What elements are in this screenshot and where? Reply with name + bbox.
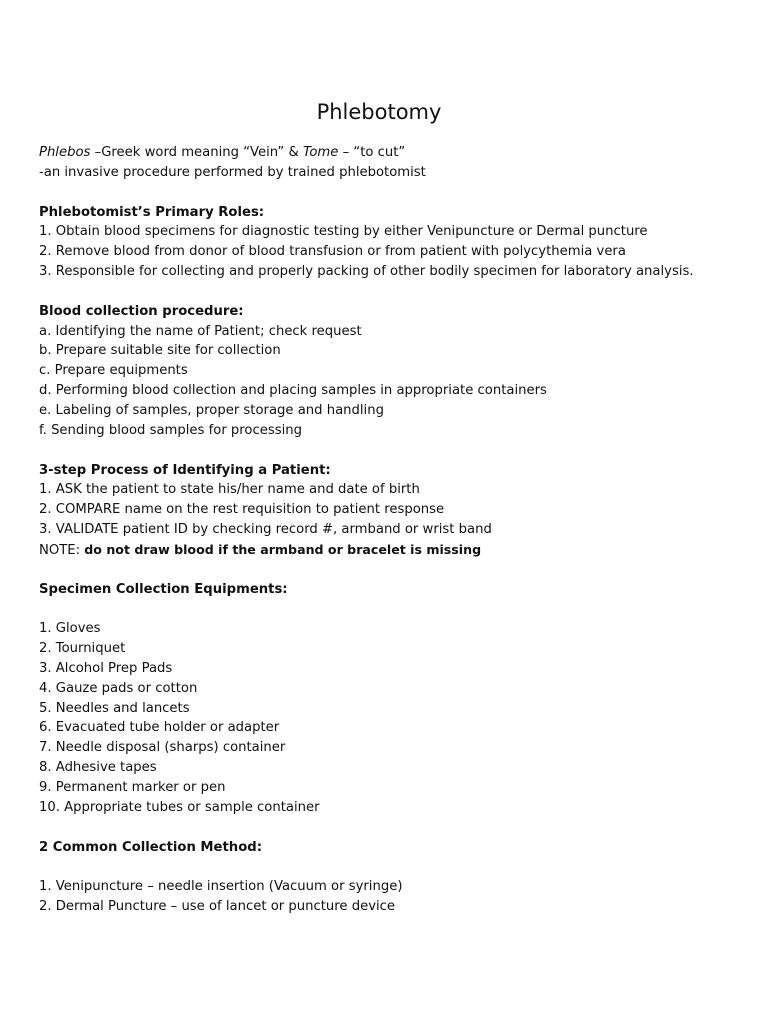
intro-definition	[39, 143, 739, 163]
equipment-item: 6. Evacuated tube holder or adapter	[39, 720, 280, 736]
spacer	[39, 818, 739, 838]
spacer	[39, 857, 739, 877]
procedure-item: c. Prepare equipments	[39, 363, 188, 379]
procedure-item: a. Identifying the name of Patient; check request	[39, 323, 362, 339]
spacer	[39, 183, 739, 203]
methods-item: 2. Dermal Puncture – use of lancet or puncture device	[39, 899, 396, 915]
intro-term-phlebos: Phlebos	[39, 145, 91, 160]
spacer	[39, 441, 739, 461]
roles-item: 3. Responsible for collecting and properly packing of other bodily specimen for laboratory analysis.	[39, 264, 694, 280]
methods-heading: 2 Common Collection Method:	[39, 839, 262, 855]
roles-item: 1. Obtain blood specimens for diagnostic testing by either Venipuncture or Dermal puncture	[39, 224, 648, 240]
identify-item: 2. COMPARE name on the rest requisition to patient response	[39, 502, 445, 518]
identify-section	[39, 461, 739, 560]
procedure-item: d. Performing blood collection and placing samples in appropriate containers	[39, 383, 547, 399]
methods-section	[39, 838, 739, 917]
equipment-item: 7. Needle disposal (sharps) container	[39, 740, 286, 756]
equipment-item: 10. Appropriate tubes or sample container	[39, 799, 320, 815]
note-label: NOTE:	[39, 542, 85, 558]
equipment-heading: Specimen Collection Equipments:	[39, 581, 288, 597]
page-title: Phlebotomy	[316, 100, 442, 124]
procedure-heading: Blood collection procedure:	[39, 303, 244, 319]
intro-term-tome: Tome	[302, 145, 339, 160]
equipment-item: 8. Adhesive tapes	[39, 760, 157, 776]
identify-note	[39, 540, 739, 560]
equipment-item: 9. Permanent marker or pen	[39, 780, 226, 795]
methods-item: 1. Venipuncture – needle insertion (Vacuum or syringe)	[39, 879, 403, 895]
identify-item: 3. VALIDATE patient ID by checking record #, armband or wrist band	[39, 522, 492, 538]
identify-item: 1. ASK the patient to state his/her name and date of birth	[39, 482, 420, 498]
intro-description: -an invasive procedure performed by trained phlebotomist	[39, 164, 426, 180]
identify-heading: 3-step Process of Identifying a Patient:	[39, 462, 331, 478]
intro-section	[39, 143, 739, 183]
procedure-item: e. Labeling of samples, proper storage and handling	[39, 402, 384, 418]
procedure-section	[39, 302, 739, 441]
equipment-section	[39, 580, 739, 818]
equipment-item: 4. Gauze pads or cotton	[39, 680, 198, 696]
equipment-item: 2. Tourniquet	[39, 641, 126, 657]
note-text: do not draw blood if the armband or bracelet is missing	[84, 541, 482, 557]
roles-section	[39, 203, 739, 282]
equipment-item: 3. Alcohol Prep Pads	[39, 660, 173, 676]
roles-heading: Phlebotomist’s Primary Roles:	[39, 204, 265, 220]
intro-text-1: –Greek word meaning “Vein” &	[90, 145, 303, 160]
spacer	[39, 560, 739, 580]
intro-text-2: – “to cut”	[338, 145, 406, 160]
equipment-item: 5. Needles and lancets	[39, 700, 190, 716]
procedure-item: f. Sending blood samples for processing	[39, 422, 303, 438]
document-body	[39, 143, 739, 917]
procedure-item: b. Prepare suitable site for collection	[39, 343, 281, 359]
equipment-item: 1. Gloves	[39, 621, 101, 637]
spacer	[39, 599, 739, 619]
spacer	[39, 282, 739, 302]
roles-item: 2. Remove blood from donor of blood transfusion or from patient with polycythemia vera	[39, 244, 626, 260]
